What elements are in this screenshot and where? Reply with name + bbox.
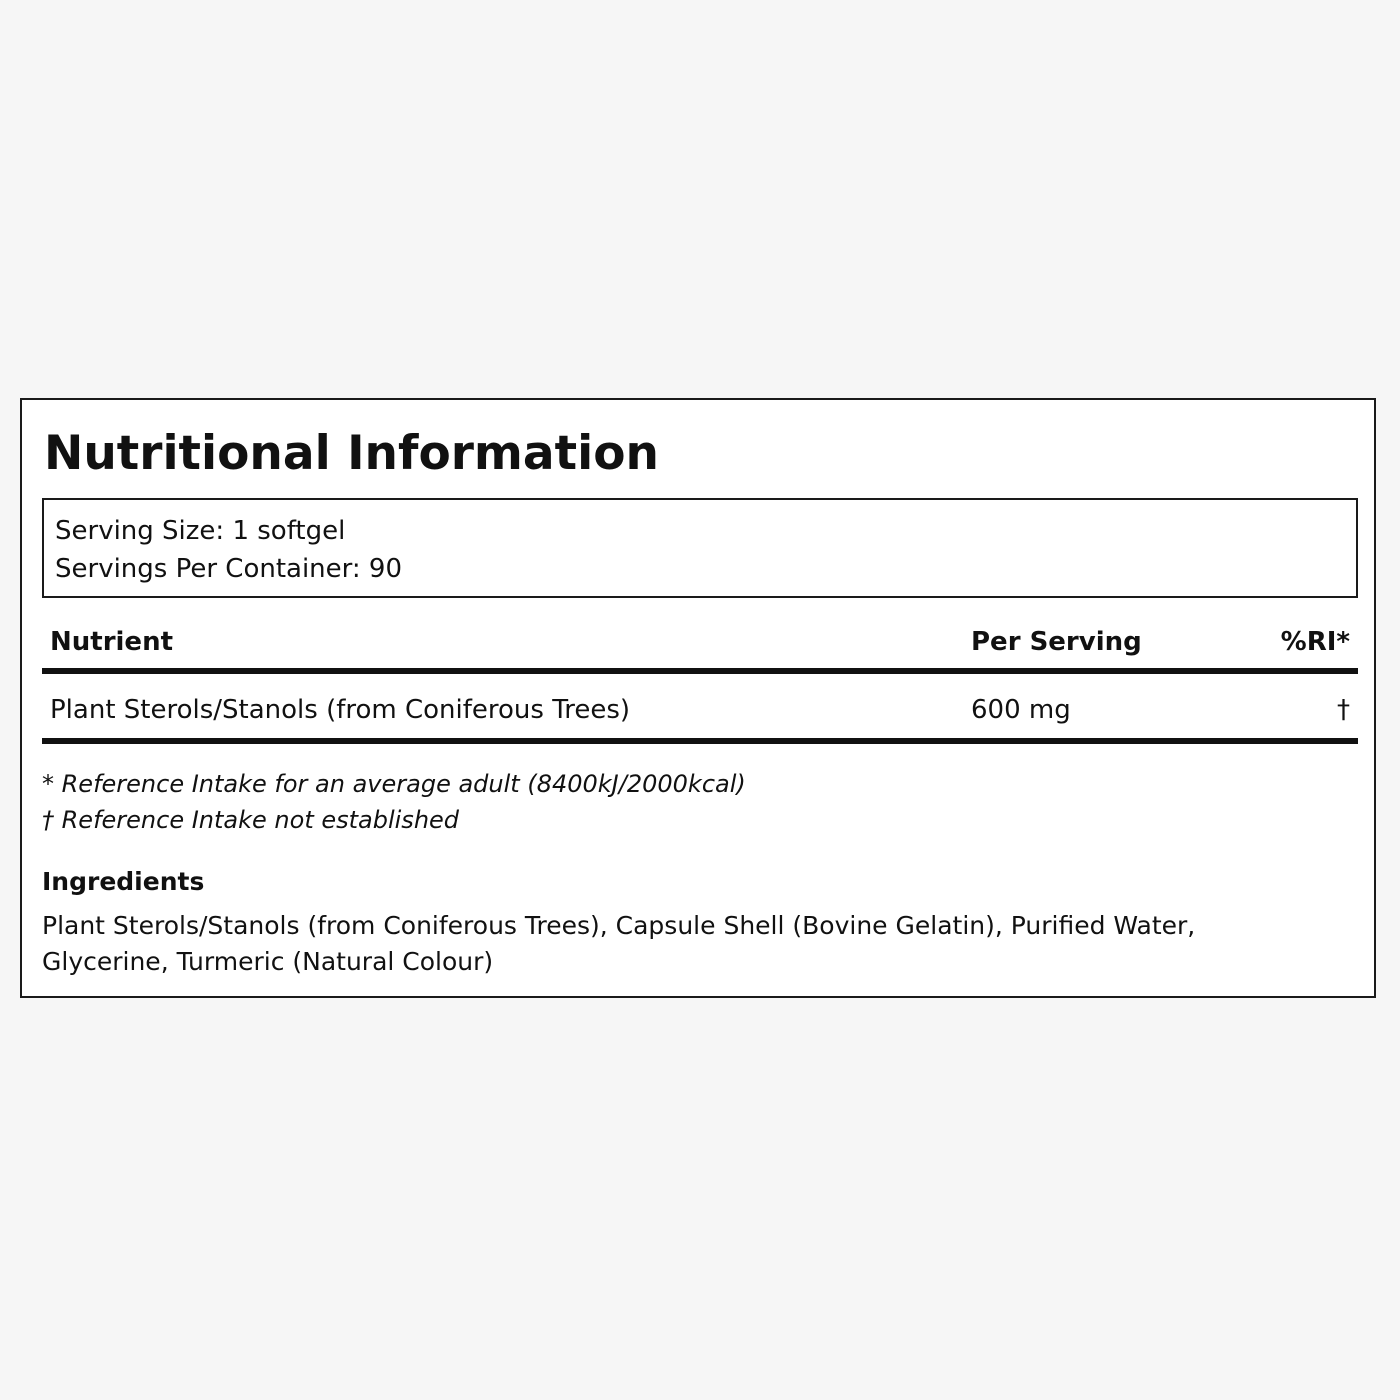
serving-size: Serving Size: 1 softgel bbox=[55, 516, 346, 546]
header-per-serving: Per Serving bbox=[971, 627, 1142, 657]
footnote-not-established: † Reference Intake not established bbox=[42, 806, 460, 834]
serving-info-box bbox=[42, 498, 1358, 598]
footnote-reference-intake: * Reference Intake for an average adult (8400kJ/2000kcal) bbox=[42, 770, 746, 798]
servings-per-container: Servings Per Container: 90 bbox=[55, 554, 403, 584]
nutrition-panel bbox=[20, 398, 1376, 998]
row-nutrient: Plant Sterols/Stanols (from Coniferous Trees) bbox=[50, 695, 631, 725]
footnotes bbox=[42, 766, 1358, 838]
row-ri: † bbox=[1337, 695, 1350, 725]
table-row bbox=[42, 674, 1358, 744]
panel-title: Nutritional Information bbox=[44, 426, 659, 481]
header-ri: %RI* bbox=[1280, 627, 1350, 657]
header-nutrient: Nutrient bbox=[50, 627, 174, 657]
nutrient-table-header bbox=[42, 620, 1358, 674]
ingredients-heading: Ingredients bbox=[42, 867, 205, 896]
ingredients-text: Plant Sterols/Stanols (from Coniferous Trees), Capsule Shell (Bovine Gelatin), Purified Water, Glycerine, Turmeric (Natural Colour) bbox=[42, 911, 1196, 976]
row-per-serving: 600 mg bbox=[971, 695, 1071, 725]
